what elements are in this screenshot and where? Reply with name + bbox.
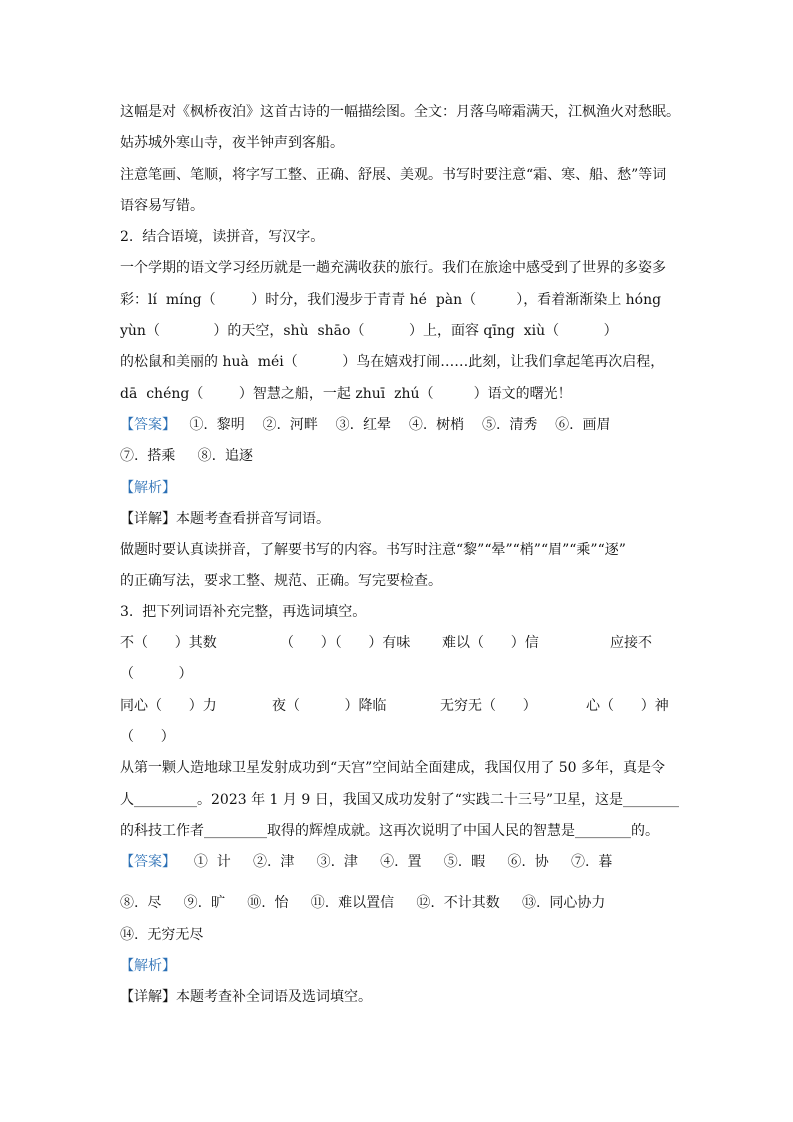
fill-item: 夜（ ）降临 [272,698,387,714]
answer-2-cont: ⑭. 无穷无尽 [120,927,204,943]
answer-items: ①. 黎明 ②. 河畔 ③. 红晕 ④. 树梢 ⑤. 清秀 ⑥. 画眉 [189,417,611,433]
answer-1 [120,415,610,435]
text-line: 注意笔画、笔顺，将字写工整、正确、舒展、美观。书写时要注意“霜、寒、船、愁”等词 [120,167,667,183]
text-line: 一个学期的语文学习经历就是一趟充满收获的旅行。我们在旅途中感受到了世界的多姿多 [120,260,666,276]
question-2-title: 2. 结合语境，读拼音，写汉字。 [120,229,325,245]
text-line: 彩：lí míng（ ）时分，我们漫步于青青 hé pàn（ ），看着渐渐染上 hóng [120,292,662,308]
answer-2-cont: ⑧. 尽 ⑨. 旷 ⑩. 怡 ⑪. 难以置信 ⑫. 不计其数 ⑬. 同心协力 [120,895,606,911]
answer-items: ① 计 ②. 津 ③. 津 ④. 置 ⑤. 暇 ⑥. 协 ⑦. 暮 [193,854,613,870]
fill-item: 不（ ）其数 [120,635,217,651]
question-3-title: 3. 把下列词语补充完整，再选词填空。 [120,604,367,620]
passage-line: 从第一颗人造地球卫星发射成功到“天宫”空间站全面建成，我国仅用了 50 多年，真是令 [120,760,666,776]
text-line: 语容易写错。 [120,198,204,214]
fill-row-1b: （ ） [120,666,193,682]
fill-item: （ ）（ ）有味 [280,635,411,651]
analysis-tag: 【解析】 [120,958,176,974]
text-line: 的松鼠和美丽的 huà méi（ ）鸟在嬉戏打闹……此刻，让我们拿起笔再次启程， [120,354,665,370]
text-line: 姑苏城外寒山寺，夜半钟声到客船。 [120,135,344,151]
answer-2 [120,852,612,872]
analysis-tag: 【解析】 [120,480,176,496]
fill-item: 应接不 [610,635,652,651]
detail-line: 【详解】本题考查看拼音写词语。 [120,511,330,527]
passage-line: 的科技工作者_________取得的辉煌成就。这再次说明了中国人民的智慧是________的。 [120,823,659,839]
fill-item: 无穷无（ ） [440,698,537,714]
text-line: dā chéng（ ）智慧之船，一起 zhuī zhú（ ）语文的曙光！ [120,386,572,402]
detail-line: 的正确写法，要求工整、规范、正确。写完要检查。 [120,573,442,589]
detail-line: 做题时要认真读拼音，了解要书写的内容。书写时注意“黎”“晕”“梢”“眉”“乘”“逐” [120,542,626,558]
answer-1-cont: ⑦. 搭乘 ⑧. 追逐 [120,448,253,464]
fill-item: 心（ ）神 [586,698,669,714]
fill-row-2b: （ ） [120,729,175,745]
answer-tag: 【答案】 [120,417,176,433]
fill-item: 同心（ ）力 [120,698,217,714]
fill-item: 难以（ ）信 [442,635,539,651]
answer-tag: 【答案】 [120,854,176,870]
text-line: yùn（ ）的天空，shù shāo（ ）上，面容 qīng xiù（ ） [120,323,618,339]
text-line: 这幅是对《枫桥夜泊》这首古诗的一幅描绘图。全文：月落乌啼霜满天，江枫渔火对愁眠。 [120,104,680,120]
detail-line: 【详解】本题考查补全词语及选词填空。 [120,989,372,1005]
passage-line: 人_________。2023 年 1 月 9 日，我国又成功发射了“实践二十三号”卫星，这是________ [120,792,680,808]
